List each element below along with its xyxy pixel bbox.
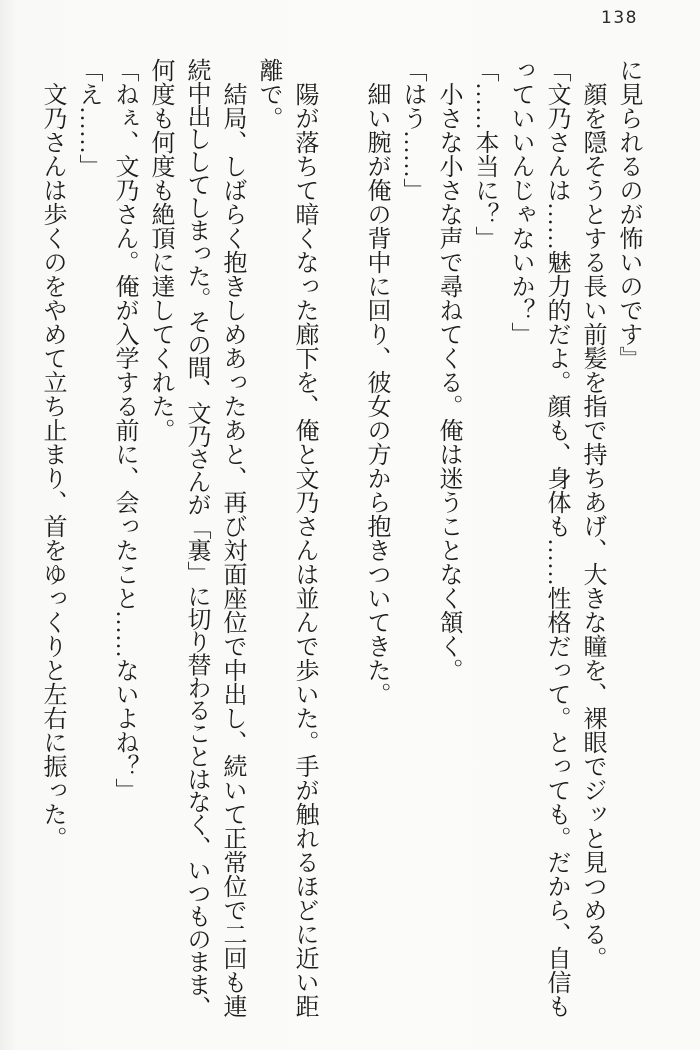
- text-column: 「ねぇ、文乃さん。俺が入学する前に、会ったこと……ないよね？」: [111, 58, 137, 802]
- text-column: に見られるのが怖いのです』: [615, 58, 641, 370]
- text-column: 「はう……」: [399, 58, 425, 202]
- text-column: 「……本当に？」: [471, 58, 497, 250]
- text-column: 結局、しばらく抱きしめあったあと、再び対面座位で中出し、続いて正常位で二回も連: [219, 82, 245, 1018]
- text-column: 離で。: [255, 58, 281, 130]
- scene-break-spacer: [322, 58, 358, 1018]
- page-number: 138: [601, 8, 638, 28]
- text-column: 陽が落ちて暗くなった廊下を、俺と文乃さんは並んで歩いた。手が触れるほどに近い距: [291, 82, 317, 1018]
- text-column: 「え……」: [75, 58, 101, 178]
- text-column: 何度も何度も絶頂に達してくれた。: [147, 58, 173, 442]
- text-column: 小さな小さな声で尋ねてくる。俺は迷うことなく頷く。: [435, 82, 461, 682]
- text-column: 細い腕が俺の背中に回り、彼女の方から抱きついてきた。: [363, 82, 389, 706]
- text-column: 「文乃さんは……魅力的だよ。顔も、身体も……性格だって。とっても。だから、自信も: [543, 58, 569, 1018]
- text-column: っていいんじゃないか？」: [507, 58, 533, 346]
- text-column: 顔を隠そうとする長い前髪を指で持ちあげ、大きな瞳を、裸眼でジッと見つめる。: [579, 82, 605, 970]
- text-block: [34, 58, 646, 1020]
- text-column: 続中出ししてしまった。その間、文乃さんが「裏」に切り替わることはなく、いつものまま、: [183, 58, 209, 1019]
- text-column: 文乃さんは歩くのをやめて立ち止まり、首をゆっくりと左右に振った。: [39, 82, 65, 850]
